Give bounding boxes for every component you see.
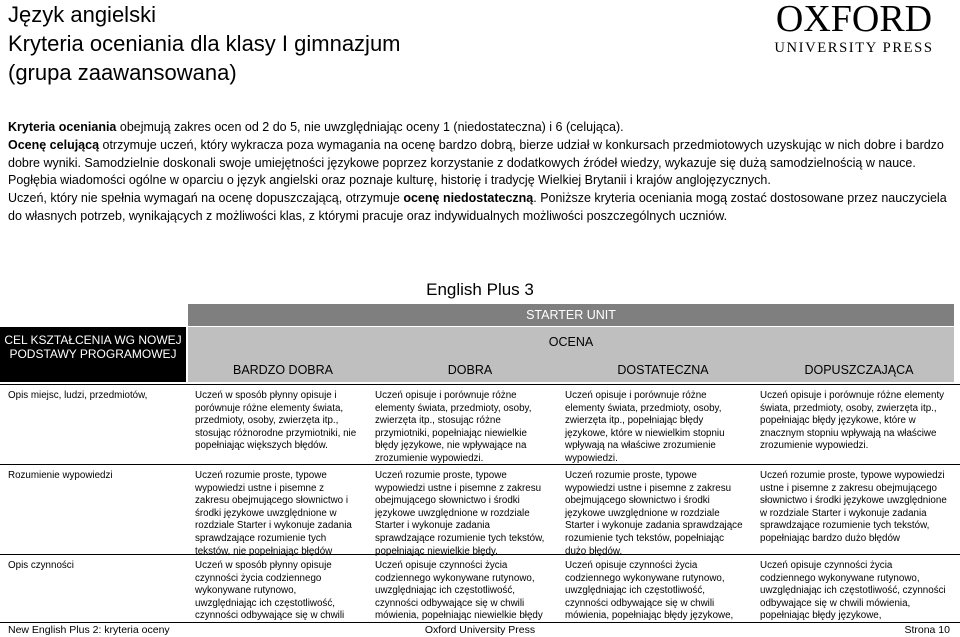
intro-text-part: Uczeń, który nie spełnia wymagań na ocenę dopuszczającą, otrzymuje bbox=[8, 191, 404, 206]
row-cell: Uczeń rozumie proste, typowe wypowiedzi ustne i pisemne z zakresu obejmującego słownictwo i środki językowe uwzględnione w rozdziale Starter i wykonuje zadania sprawdzające rozumienie tych tekstów, popełniając niewielkie błędy. bbox=[375, 470, 545, 557]
table-row bbox=[0, 464, 960, 557]
row-cell: Uczeń opisuje czynności życia codziennego wykonywane rutynowo, uwzględniając ich częstotliwość, czynności odbywające się w chwili mówienia, popełniając niewielkie błędy bbox=[375, 560, 543, 622]
grade-label: BARDZO DOBRA bbox=[232, 363, 333, 377]
footer-center: Oxford University Press bbox=[424, 624, 536, 636]
row-cell: Uczeń w sposób płynny opisuje i porównuje różne elementy świata, przedmioty, osoby, zwierzęta itp., stosując różnorodne przymiotniki, nie popełniając większych błędów. bbox=[195, 390, 357, 452]
grade-label: DOPUSZCZAJĄCA bbox=[804, 363, 914, 377]
logo-line-2: UNIVERSITY PRESS bbox=[774, 40, 934, 56]
table-row bbox=[0, 554, 960, 623]
intro-paragraph bbox=[8, 137, 954, 190]
intro-text-part: otrzymuje uczeń, który wykracza poza wymagania na ocenę bardzo dobrą, bierze udział w konkursach przedmiotowych uzyskując w nich dobre i bardzo dobre wyniki. Samodzielnie doskonali swoje umiejętności językowe poprzez korzystanie z dodatkowych źródeł wiedzy, wykazuje się dużą samodzielnością w nauce. Pogłębia wiadomości ogólne w oparciu o język angielski oraz poznaje kulturę, historię i tradycję Wielkiej Brytanii i krajów anglojęzycznych. bbox=[8, 137, 944, 188]
oxford-logo bbox=[756, 0, 952, 58]
table-row bbox=[0, 384, 960, 467]
intro-text bbox=[8, 119, 954, 226]
intro-bold: Ocenę celującą bbox=[8, 137, 100, 152]
intro-bold: ocenę niedostateczną bbox=[403, 191, 534, 206]
footer-page-number: Strona 10 bbox=[904, 624, 950, 636]
unit-bar: STARTER UNIT bbox=[188, 304, 954, 326]
page-footer bbox=[0, 622, 960, 637]
row-cell: Uczeń rozumie proste, typowe wypowiedzi ustne i pisemne z zakresu obejmującego słownictwo i środki językowe uwzględnione w rozdziale Starter i wykonuje zadania sprawdzające rozumienie tych tekstów, popełniając bardzo dużo błędów bbox=[760, 470, 947, 544]
document-title bbox=[8, 0, 401, 87]
grade-label: DOSTATECZNA bbox=[617, 363, 709, 377]
row-cell: Uczeń opisuje i porównuje różne elementy świata, przedmioty, osoby, zwierzęta itp., popełniając błędy językowe, które w znacznym stopniu wpływają na właściwe zrozumienie wypowiedzi. bbox=[760, 390, 945, 452]
row-cell: Uczeń w sposób płynny opisuje czynności życia codziennego wykonywane rutynowo, uwzględniając ich częstotliwość, czynności odbywające się w chwili bbox=[195, 560, 345, 622]
row-cell: Uczeń opisuje czynności życia codziennego wykonywane rutynowo, uwzględniając ich częstotliwość, czynności odbywające się w chwili mówienia, popełniając błędy językowe, bbox=[565, 560, 734, 622]
row-cell: Uczeń rozumie proste, typowe wypowiedzi ustne i pisemne z zakresu obejmującego słownictwo i środki językowe uwzględnione w rozdziale Starter i wykonuje zadania sprawdzające rozumienie tych tekstów, popełniając dużo błędów. bbox=[565, 470, 743, 557]
row-goal: Rozumienie wypowiedzi bbox=[8, 470, 113, 481]
grade-header-label: OCENA bbox=[548, 335, 594, 349]
grade-label: DOBRA bbox=[447, 363, 493, 377]
intro-paragraph bbox=[8, 190, 954, 226]
intro-text-part: . Poniższe kryteria oceniania mogą zostać dostosowane przez nauczyciela do własnych potrzeb, wynikających z możliwości klas, z którymi pracuje oraz indywidualnych możliwości poszczególnych uczniów. bbox=[8, 191, 947, 223]
row-cell: Uczeń rozumie proste, typowe wypowiedzi ustne i pisemne z zakresu obejmującego słownictwo i środki językowe uwzględnione w rozdziale Starter i wykonuje zadania sprawdzające rozumienie tych tekstów, nie popełniając błędów bbox=[195, 470, 352, 557]
row-cell: Uczeń opisuje czynności życia codziennego wykonywane rutynowo, uwzględniając ich częstotliwość, czynności odbywające się w chwili mówienia, popełniając błędy językowe, bbox=[760, 560, 946, 622]
title-line: (grupa zaawansowana) bbox=[8, 60, 237, 85]
goal-header: CEL KSZTAŁCENIA WG NOWEJ PODSTAWY PROGRAMOWEJ bbox=[0, 327, 186, 382]
intro-text-part: obejmują zakres ocen od 2 do 5, nie uwzględniając oceny 1 (niedostateczna) i 6 (celująca). bbox=[116, 120, 624, 134]
row-goal: Opis czynności bbox=[8, 560, 74, 571]
title-line: Kryteria oceniania dla klasy I gimnazjum bbox=[8, 31, 401, 56]
row-cell: Uczeń opisuje i porównuje różne elementy świata, przedmioty, osoby, zwierzęta itp., stosując różne przymiotniki, popełniając niewielkie błędy językowe, nie wpływające na zrozumienie wypowiedzi. bbox=[375, 390, 532, 464]
intro-bold: Kryteria oceniania bbox=[8, 120, 117, 134]
logo-line-1: OXFORD bbox=[775, 0, 933, 40]
row-cell: Uczeń opisuje i porównuje różne elementy świata, przedmioty, osoby, zwierzęta itp., popełniając błędy językowe, które w niewielkim stopniu wpływają na właściwe zrozumienie wypowiedzi. bbox=[565, 390, 725, 464]
footer-left: New English Plus 2: kryteria oceny bbox=[8, 624, 170, 636]
row-goal: Opis miejsc, ludzi, przedmiotów, bbox=[8, 390, 148, 401]
grade-header bbox=[188, 327, 954, 382]
title-line: Język angielski bbox=[8, 2, 156, 27]
table-title: English Plus 3 bbox=[426, 280, 534, 299]
intro-paragraph bbox=[8, 119, 954, 137]
